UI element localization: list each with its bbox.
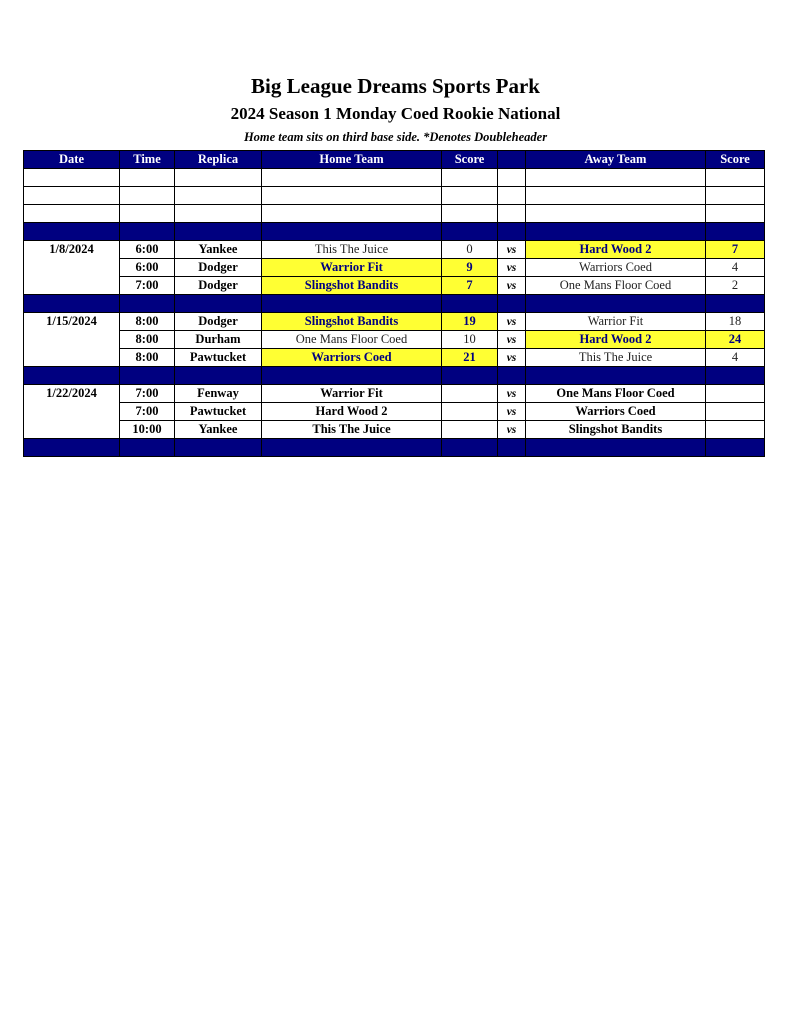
separator-cell [706, 367, 765, 385]
away-team-cell: This The Juice [526, 349, 706, 367]
vs-cell: vs [498, 385, 526, 403]
replica-cell: Pawtucket [175, 349, 262, 367]
col-header-date: Date [24, 151, 120, 169]
blank-row [24, 187, 765, 205]
separator-cell [706, 295, 765, 313]
vs-cell: vs [498, 349, 526, 367]
separator-cell [120, 295, 175, 313]
home-team-cell: Slingshot Bandits [262, 313, 442, 331]
separator-cell [498, 439, 526, 457]
col-header-away-score: Score [706, 151, 765, 169]
date-cell [24, 259, 120, 277]
game-row [24, 331, 765, 349]
home-score-cell [442, 403, 498, 421]
away-score-cell: 4 [706, 259, 765, 277]
col-header-home-team: Home Team [262, 151, 442, 169]
game-row [24, 385, 765, 403]
col-header-away-team: Away Team [526, 151, 706, 169]
home-team-cell: One Mans Floor Coed [262, 331, 442, 349]
vs-cell: vs [498, 241, 526, 259]
home-score-cell: 19 [442, 313, 498, 331]
home-score-cell: 10 [442, 331, 498, 349]
week-separator-row [24, 223, 765, 241]
separator-cell [706, 223, 765, 241]
vs-cell: vs [498, 403, 526, 421]
separator-cell [526, 367, 706, 385]
replica-cell: Dodger [175, 259, 262, 277]
away-team-cell: Warriors Coed [526, 403, 706, 421]
replica-cell: Dodger [175, 313, 262, 331]
time-cell: 7:00 [120, 403, 175, 421]
away-team-cell: Hard Wood 2 [526, 331, 706, 349]
schedule-note: Home team sits on third base side. *Denotes Doubleheader [243, 130, 548, 144]
separator-cell [262, 223, 442, 241]
header-row [24, 151, 765, 169]
time-cell: 7:00 [120, 277, 175, 295]
vs-cell: vs [498, 313, 526, 331]
home-team-cell: This The Juice [262, 421, 442, 439]
away-team-cell: Warriors Coed [526, 259, 706, 277]
week-separator-row [24, 367, 765, 385]
separator-cell [262, 439, 442, 457]
game-row [24, 277, 765, 295]
col-header-time: Time [120, 151, 175, 169]
separator-cell [24, 295, 120, 313]
home-team-cell: Slingshot Bandits [262, 277, 442, 295]
replica-cell: Yankee [175, 241, 262, 259]
date-cell [24, 331, 120, 349]
home-score-cell [442, 385, 498, 403]
time-cell: 7:00 [120, 385, 175, 403]
date-cell [24, 277, 120, 295]
home-team-cell: This The Juice [262, 241, 442, 259]
separator-cell [442, 367, 498, 385]
game-row [24, 403, 765, 421]
separator-cell [24, 439, 120, 457]
separator-cell [706, 439, 765, 457]
away-score-cell [706, 421, 765, 439]
away-team-cell: Slingshot Bandits [526, 421, 706, 439]
game-row [24, 349, 765, 367]
separator-cell [526, 223, 706, 241]
home-score-cell: 9 [442, 259, 498, 277]
separator-cell [526, 439, 706, 457]
vs-cell: vs [498, 277, 526, 295]
separator-cell [175, 439, 262, 457]
away-team-cell: Hard Wood 2 [526, 241, 706, 259]
blank-row [24, 169, 765, 187]
vs-cell: vs [498, 259, 526, 277]
replica-cell: Fenway [175, 385, 262, 403]
week-separator-row [24, 295, 765, 313]
time-cell: 10:00 [120, 421, 175, 439]
separator-cell [120, 367, 175, 385]
separator-cell [120, 439, 175, 457]
separator-cell [498, 295, 526, 313]
replica-cell: Yankee [175, 421, 262, 439]
col-header-home-score: Score [442, 151, 498, 169]
game-row [24, 421, 765, 439]
time-cell: 8:00 [120, 349, 175, 367]
schedule-table [23, 150, 765, 457]
game-row [24, 241, 765, 259]
col-header-vs [498, 151, 526, 169]
separator-cell [442, 439, 498, 457]
date-cell [24, 349, 120, 367]
away-team-cell: One Mans Floor Coed [526, 277, 706, 295]
home-team-cell: Warrior Fit [262, 385, 442, 403]
home-score-cell: 7 [442, 277, 498, 295]
away-score-cell [706, 385, 765, 403]
vs-cell: vs [498, 331, 526, 349]
time-cell: 6:00 [120, 259, 175, 277]
home-team-cell: Hard Wood 2 [262, 403, 442, 421]
date-cell [24, 403, 120, 421]
home-score-cell: 21 [442, 349, 498, 367]
time-cell: 8:00 [120, 331, 175, 349]
page-subtitle: 2024 Season 1 Monday Coed Rookie National [230, 104, 561, 123]
date-cell: 1/15/2024 [24, 313, 120, 331]
away-score-cell: 2 [706, 277, 765, 295]
time-cell: 8:00 [120, 313, 175, 331]
away-score-cell [706, 403, 765, 421]
home-score-cell [442, 421, 498, 439]
separator-cell [175, 367, 262, 385]
game-row [24, 313, 765, 331]
col-header-replica: Replica [175, 151, 262, 169]
away-score-cell: 18 [706, 313, 765, 331]
home-score-cell: 0 [442, 241, 498, 259]
away-score-cell: 4 [706, 349, 765, 367]
separator-cell [120, 223, 175, 241]
replica-cell: Pawtucket [175, 403, 262, 421]
away-score-cell: 24 [706, 331, 765, 349]
home-team-cell: Warriors Coed [262, 349, 442, 367]
blank-row [24, 205, 765, 223]
week-separator-row [24, 439, 765, 457]
time-cell: 6:00 [120, 241, 175, 259]
away-score-cell: 7 [706, 241, 765, 259]
date-cell [24, 421, 120, 439]
page-title: Big League Dreams Sports Park [251, 74, 540, 98]
separator-cell [526, 295, 706, 313]
separator-cell [442, 223, 498, 241]
away-team-cell: One Mans Floor Coed [526, 385, 706, 403]
separator-cell [262, 367, 442, 385]
separator-cell [498, 223, 526, 241]
away-team-cell: Warrior Fit [526, 313, 706, 331]
separator-cell [24, 367, 120, 385]
separator-cell [175, 295, 262, 313]
home-team-cell: Warrior Fit [262, 259, 442, 277]
separator-cell [442, 295, 498, 313]
game-row [24, 259, 765, 277]
vs-cell: vs [498, 421, 526, 439]
replica-cell: Durham [175, 331, 262, 349]
separator-cell [262, 295, 442, 313]
date-cell: 1/8/2024 [24, 241, 120, 259]
schedule-body [24, 169, 765, 457]
date-cell: 1/22/2024 [24, 385, 120, 403]
separator-cell [175, 223, 262, 241]
replica-cell: Dodger [175, 277, 262, 295]
separator-cell [24, 223, 120, 241]
separator-cell [498, 367, 526, 385]
